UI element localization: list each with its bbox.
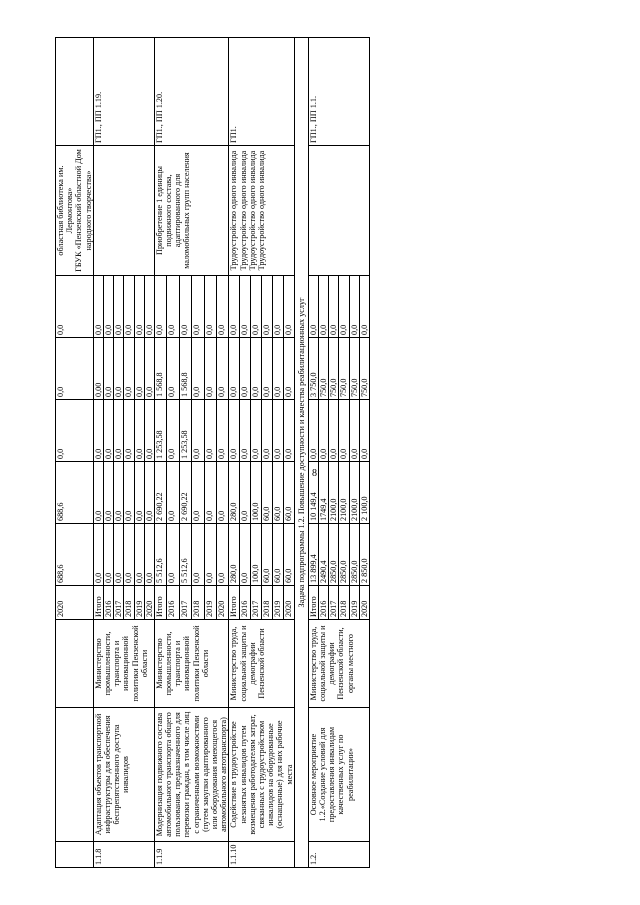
federal-cell: 10 149,4: [308, 462, 318, 524]
municipal-cell: 0,0: [272, 338, 283, 400]
municipal-cell: 0,0: [103, 338, 113, 400]
federal-cell: 0,0: [240, 462, 251, 524]
year-cell: Итого: [308, 586, 318, 620]
federal-cell: 2100,0: [329, 462, 339, 524]
regional-cell: 0,0: [359, 400, 369, 462]
total-cell: 0,0: [216, 524, 228, 586]
regional-cell: 0,0: [329, 400, 339, 462]
other-cell: 0,0: [308, 276, 318, 338]
year-cell: 2016: [167, 586, 179, 620]
executor-cell: Министерство промышленности, транспорта и инновационной политики Пензенской области: [93, 620, 154, 708]
total-cell: 0,0: [192, 524, 204, 586]
year-cell: 2020: [216, 586, 228, 620]
federal-cell: 280,0: [229, 462, 240, 524]
municipal-cell: 0,00: [93, 338, 103, 400]
regional-cell: 1 253,58: [179, 400, 191, 462]
municipal-cell: 750,0: [339, 338, 349, 400]
other-cell: 0,0: [114, 276, 124, 338]
total-cell: 0,0: [167, 524, 179, 586]
table-row: [93, 38, 103, 868]
total-cell: 60,0: [262, 524, 273, 586]
item-number-cell: 1.1.10: [229, 842, 294, 868]
other-cell: 0,0: [283, 276, 294, 338]
item-name-cell: Модернизация подвижного состава автомобильного транспорта общего пользования, предназначенного для перевозки граждан, в том числе лиц с ограниченными возможностями (путем закупки адаптированного или оборудования имеющегося автомобильного автотранспорта): [154, 708, 229, 842]
item-name-cell: Содействие в трудоустройстве незанятых инвалидов путем возмещения работодателям затрат, связанных с трудоустройством инвалидов на оборудованные (оснащенные) для них рабочие места: [229, 708, 294, 842]
municipal-cell: 750,0: [329, 338, 339, 400]
table-row: [154, 38, 166, 868]
federal-cell: 0,0: [204, 462, 216, 524]
regional-cell: 0,0: [93, 400, 103, 462]
total-cell: 2850,0: [329, 524, 339, 586]
regional-cell: 0,0: [103, 400, 113, 462]
federal-cell: 2 100,0: [359, 462, 369, 524]
item-number-cell: 1.1.9: [154, 842, 229, 868]
total-cell: 5 512,6: [154, 524, 166, 586]
year-cell: 2016: [103, 586, 113, 620]
federal-cell: 1749,4: [319, 462, 329, 524]
municipal-cell: 0,0: [204, 338, 216, 400]
result-cell: [93, 146, 154, 276]
result-cell: [308, 146, 369, 276]
year-cell: 2018: [192, 586, 204, 620]
total-cell: 2490,4: [319, 524, 329, 586]
other-cell: 0,0: [204, 276, 216, 338]
indicator-code-cell: ГП1., ПП 1.19.: [93, 38, 154, 146]
other-cell: 0,0: [359, 276, 369, 338]
total-cell: 0,0: [240, 524, 251, 586]
regional-cell: 1 253,58: [154, 400, 166, 462]
federal-cell: 2 690,22: [179, 462, 191, 524]
year-cell: 2017: [329, 586, 339, 620]
federal-cell: 2100,0: [339, 462, 349, 524]
executor-cell: Министерство труда, социальной защиты и демографии Пензенской области, органы местного: [308, 620, 369, 708]
other-cell: 0,0: [192, 276, 204, 338]
regional-cell: 0,0: [272, 400, 283, 462]
other-cell: 0,0: [93, 276, 103, 338]
regional-cell: 0,0: [229, 400, 240, 462]
item-number-cell: 1.2.: [308, 842, 369, 868]
item-number-cell: [56, 842, 94, 868]
item-number-cell: 1.1.8: [93, 842, 154, 868]
other-cell: 0,0: [339, 276, 349, 338]
other-cell: 0,0: [251, 276, 262, 338]
other-cell: 0,0: [349, 276, 359, 338]
year-cell: 2018: [262, 586, 273, 620]
year-cell: 2017: [251, 586, 262, 620]
other-cell: 0,0: [272, 276, 283, 338]
item-name-cell: Основное мероприятие 1.2.«Создание условий для предоставления инвалидам качественных услуг по реабилитации»: [308, 708, 369, 842]
regional-cell: 0,0: [240, 400, 251, 462]
regional-cell: 0,0: [216, 400, 228, 462]
municipal-cell: 750,0: [359, 338, 369, 400]
municipal-cell: 750,0: [349, 338, 359, 400]
subprogram-task-heading: Задача подпрограммы 1.2. Повышение доступности и качества реабилитационных услуг: [294, 38, 308, 868]
federal-cell: 688,6: [56, 462, 94, 524]
municipal-cell: 0,0: [251, 338, 262, 400]
executor-cell: Министерство промышленности, транспорта и инновационной политики Пензенской области: [154, 620, 229, 708]
municipal-cell: 0,0: [192, 338, 204, 400]
table-row: [229, 38, 240, 868]
regional-cell: 0,0: [144, 400, 154, 462]
other-cell: 0,0: [154, 276, 166, 338]
page-number: 8: [312, 468, 317, 479]
total-cell: 100,0: [251, 524, 262, 586]
municipal-cell: 0,0: [167, 338, 179, 400]
federal-cell: 2100,0: [349, 462, 359, 524]
other-cell: 0,0: [103, 276, 113, 338]
executor-cell: [56, 620, 94, 708]
regional-cell: 0,0: [204, 400, 216, 462]
regional-cell: 0,0: [124, 400, 134, 462]
municipal-cell: 0,0: [144, 338, 154, 400]
other-cell: 0,0: [240, 276, 251, 338]
table-row: [56, 38, 94, 868]
total-cell: 0,0: [204, 524, 216, 586]
municipal-cell: 0,0: [56, 338, 94, 400]
federal-cell: 0,0: [134, 462, 144, 524]
total-cell: 2850,0: [349, 524, 359, 586]
result-cell: областная библиотека им. Лермонтова» ГБУК «Пензенский областной Дом народного творчества»: [56, 146, 94, 276]
year-cell: 2017: [114, 586, 124, 620]
total-cell: 5 512,6: [179, 524, 191, 586]
total-cell: 2850,0: [339, 524, 349, 586]
municipal-cell: 0,0: [134, 338, 144, 400]
regional-cell: 0,0: [114, 400, 124, 462]
result-cell: Приобретение 1 единицы подвижного состава, адаптированного для маломобильных групп населения: [154, 146, 229, 276]
year-cell: 2020: [144, 586, 154, 620]
indicator-code-cell: ГП1.: [229, 38, 294, 146]
other-cell: 0,0: [329, 276, 339, 338]
federal-cell: 100,0: [251, 462, 262, 524]
other-cell: 0,0: [134, 276, 144, 338]
total-cell: 0,0: [124, 524, 134, 586]
municipal-cell: 1 568,8: [154, 338, 166, 400]
municipal-cell: 3 750,0: [308, 338, 318, 400]
rotated-table-container: [55, 38, 600, 868]
regional-cell: 0,0: [283, 400, 294, 462]
total-cell: 280,0: [229, 524, 240, 586]
year-cell: Итого: [229, 586, 240, 620]
other-cell: 0,0: [124, 276, 134, 338]
federal-cell: 0,0: [144, 462, 154, 524]
item-name-cell: [56, 708, 94, 842]
regional-cell: 0,0: [262, 400, 273, 462]
federal-cell: 0,0: [114, 462, 124, 524]
year-cell: 2019: [349, 586, 359, 620]
year-cell: 2017: [179, 586, 191, 620]
year-cell: Итого: [93, 586, 103, 620]
total-cell: 0,0: [144, 524, 154, 586]
federal-cell: 60,0: [262, 462, 273, 524]
regional-cell: 0,0: [192, 400, 204, 462]
year-cell: 2018: [124, 586, 134, 620]
other-cell: 0,0: [319, 276, 329, 338]
item-name-cell: Адаптация объектов транспортной инфраструктуры для обеспечения беспрепятственного доступа инвалидов: [93, 708, 154, 842]
total-cell: 13 899,4: [308, 524, 318, 586]
other-cell: 0,0: [179, 276, 191, 338]
year-cell: 2018: [339, 586, 349, 620]
municipal-cell: 0,0: [229, 338, 240, 400]
total-cell: 0,0: [114, 524, 124, 586]
total-cell: 0,0: [134, 524, 144, 586]
regional-cell: 0,0: [56, 400, 94, 462]
indicator-code-cell: ГП1., ПП 1.20.: [154, 38, 229, 146]
total-cell: 688,6: [56, 524, 94, 586]
year-cell: 2020: [283, 586, 294, 620]
regional-cell: 0,0: [308, 400, 318, 462]
municipal-cell: 0,0: [216, 338, 228, 400]
total-cell: 0,0: [93, 524, 103, 586]
program-table: [55, 37, 370, 868]
federal-cell: 0,0: [124, 462, 134, 524]
year-cell: 2019: [204, 586, 216, 620]
other-cell: 0,0: [216, 276, 228, 338]
regional-cell: 0,0: [134, 400, 144, 462]
federal-cell: 60,0: [283, 462, 294, 524]
other-cell: 0,0: [262, 276, 273, 338]
year-cell: 2019: [134, 586, 144, 620]
year-cell: 2020: [56, 586, 94, 620]
year-cell: 2016: [240, 586, 251, 620]
indicator-code-cell: ГП1., ПП 1.1.: [308, 38, 369, 146]
municipal-cell: 0,0: [283, 338, 294, 400]
subprogram-task-row: [294, 38, 308, 868]
other-cell: 0,0: [167, 276, 179, 338]
table-row: [308, 38, 318, 868]
year-cell: 2016: [319, 586, 329, 620]
municipal-cell: 1 568,8: [179, 338, 191, 400]
other-cell: 0,0: [229, 276, 240, 338]
year-cell: 2019: [272, 586, 283, 620]
municipal-cell: 750,0: [319, 338, 329, 400]
total-cell: 60,0: [283, 524, 294, 586]
municipal-cell: 0,0: [124, 338, 134, 400]
regional-cell: 0,0: [251, 400, 262, 462]
total-cell: 2 850,0: [359, 524, 369, 586]
total-cell: 0,0: [103, 524, 113, 586]
federal-cell: 0,0: [167, 462, 179, 524]
year-cell: 2020: [359, 586, 369, 620]
result-cell: Трудоустройство одного инвалида Трудоустройство одного инвалида Трудоустройство одного инвалида Трудоустройство одного инвалида: [229, 146, 294, 276]
federal-cell: 0,0: [192, 462, 204, 524]
federal-cell: 0,0: [103, 462, 113, 524]
federal-cell: 60,0: [272, 462, 283, 524]
other-cell: 0,0: [56, 276, 94, 338]
federal-cell: 0,0: [216, 462, 228, 524]
executor-cell: Министерство труда, социальной защиты и демографии Пензенской области: [229, 620, 294, 708]
indicator-code-cell: [56, 38, 94, 146]
municipal-cell: 0,0: [262, 338, 273, 400]
municipal-cell: 0,0: [114, 338, 124, 400]
regional-cell: 0,0: [339, 400, 349, 462]
federal-cell: 2 690,22: [154, 462, 166, 524]
regional-cell: 0,0: [167, 400, 179, 462]
total-cell: 60,0: [272, 524, 283, 586]
year-cell: Итого: [154, 586, 166, 620]
regional-cell: 0,0: [319, 400, 329, 462]
municipal-cell: 0,0: [240, 338, 251, 400]
other-cell: 0,0: [144, 276, 154, 338]
federal-cell: 0,0: [93, 462, 103, 524]
regional-cell: 0,0: [349, 400, 359, 462]
